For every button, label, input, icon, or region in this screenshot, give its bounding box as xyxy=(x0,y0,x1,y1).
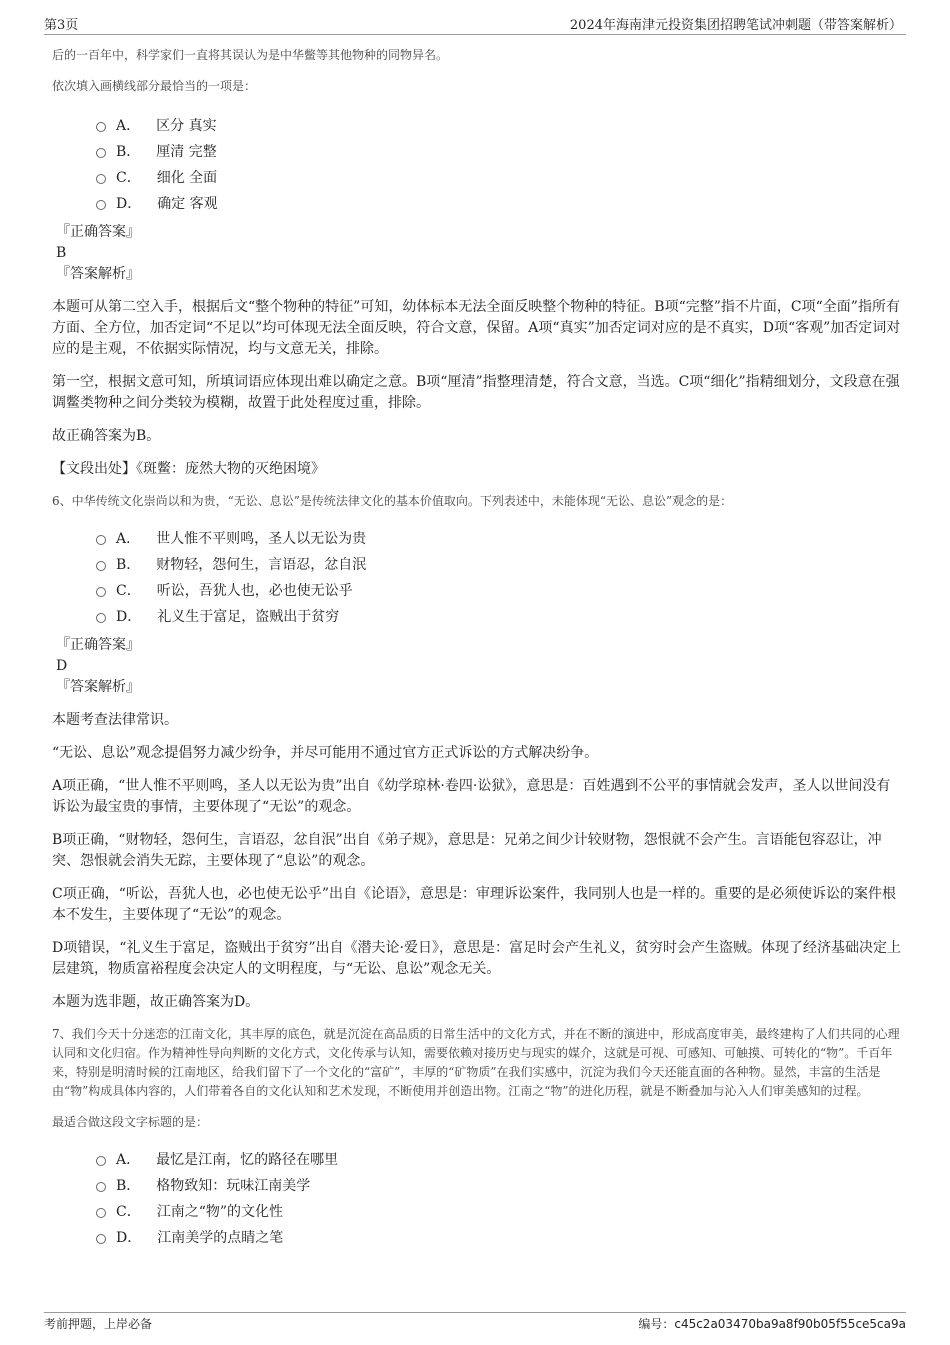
q5-analysis-heading: 『答案解析』 xyxy=(56,266,140,282)
radio-button[interactable] xyxy=(96,561,106,571)
option-label: D． xyxy=(116,609,142,625)
q5-answer: B xyxy=(56,245,67,261)
q5-source: 【文段出处】《斑鳖：庞然大物的灭绝困境》 xyxy=(52,461,325,477)
radio-button[interactable] xyxy=(96,1208,106,1218)
q6-analysis-1: 本题考查法律常识。 xyxy=(52,712,178,728)
q5-option-a[interactable] xyxy=(52,112,902,138)
q7-option-b[interactable] xyxy=(52,1172,902,1198)
option-label: C． xyxy=(116,1204,141,1220)
q6-analysis-5: C项正确，“听讼，吾犹人也，必也使无讼乎”出自《论语》，意思是：审理诉讼案件，我同别人也是一样的。重要的是必须使诉讼的案件根本不发生，主要体现了“无讼”的观念。 xyxy=(52,886,897,923)
option-label: C． xyxy=(116,583,141,599)
q5-analysis-2: 第一空，根据文意可知，所填词语应体现出难以确定之意。B项“厘清”指整理清楚，符合文意，当选。C项“细化”指精细划分，文段意在强调鳖类物种之间分类较为模糊，故置于此处程度过重，排除。 xyxy=(52,374,900,411)
q6-analysis-2: “无讼、息讼”观念提倡努力减少纷争，并尽可能用不通过官方正式诉讼的方式解决纷争。 xyxy=(52,745,599,761)
q6-option-c[interactable] xyxy=(52,577,902,603)
option-label: A． xyxy=(116,118,141,134)
q5-analysis-1: 本题可从第二空入手，根据后文“整个物种的特征”可知，幼体标本无法全面反映整个物种的特征。B项“完整”指不片面，C项“全面”指所有方面、全方位，加否定词“不足以”均可体现无法全面反映，符合文意，保留。A项“真实”加否定词对应的是不真实，D项“客观”加否定词对应的是主观，不依据实际情况，均与文意无关，排除。 xyxy=(52,299,901,357)
option-text: 江南美学的点睛之笔 xyxy=(157,1230,284,1246)
page-number: 第3页 xyxy=(44,18,79,33)
q5-options xyxy=(52,112,902,216)
page-header xyxy=(44,14,906,35)
q6-stem: 6、中华传统文化崇尚以和为贵，“无讼、息讼”是传统法律文化的基本价值取向。下列表述中，未能体现“无讼、息讼”观念的是： xyxy=(52,494,733,508)
radio-button[interactable] xyxy=(96,1182,106,1192)
q5-option-b[interactable] xyxy=(52,138,902,164)
q6-analysis-6: D项错误，“礼义生于富足，盗贼出于贫穷”出自《潜夫论·爱日》，意思是：富足时会产生礼义，贫穷时会产生盗贼。体现了经济基础决定上层建筑，物质富裕程度会决定人的文明程度，与“无讼、息讼”观念无关。 xyxy=(52,940,901,977)
q5-answer-heading: 『正确答案』 xyxy=(56,224,140,240)
q5-prompt: 依次填入画横线部分最恰当的一项是： xyxy=(52,79,257,93)
option-text: 确定 客观 xyxy=(157,196,218,212)
radio-button[interactable] xyxy=(96,200,106,210)
footer-slogan: 考前押题，上岸必备 xyxy=(44,1317,153,1331)
option-label: B． xyxy=(116,144,141,160)
q7-option-d[interactable] xyxy=(52,1224,902,1250)
option-text: 世人惟不平则鸣，圣人以无讼为贵 xyxy=(156,531,367,547)
q6-answer: D xyxy=(56,658,68,674)
option-label: B． xyxy=(116,557,141,573)
q6-option-a[interactable] xyxy=(52,525,902,551)
q6-answer-heading: 『正确答案』 xyxy=(56,637,140,653)
radio-button[interactable] xyxy=(96,122,106,132)
q5-analysis-3: 故正确答案为B。 xyxy=(52,428,161,444)
q6-analysis-heading: 『答案解析』 xyxy=(56,679,140,695)
q7-options xyxy=(52,1146,902,1250)
option-text: 细化 全面 xyxy=(156,170,218,186)
page-footer xyxy=(44,1312,906,1332)
option-label: B． xyxy=(116,1178,141,1194)
radio-button[interactable] xyxy=(96,148,106,158)
q7-prompt: 最适合做这段文字标题的是： xyxy=(52,1115,209,1129)
q6-option-d[interactable] xyxy=(52,603,902,629)
radio-button[interactable] xyxy=(96,613,106,623)
option-text: 江南之“物”的文化性 xyxy=(156,1204,284,1220)
q6-analysis-4: B项正确，“财物轻，怨何生，言语忍，忿自泯”出自《弟子规》，意思是：兄弟之间少计较财物，怨恨就不会产生。言语能包容忍让，冲突、怨恨就会消失无踪，主要体现了“息讼”的观念。 xyxy=(52,832,882,869)
q6-analysis-3: A项正确，“世人惟不平则鸣，圣人以无讼为贵”出自《幼学琼林·卷四·讼狱》，意思是：百姓遇到不公平的事情就会发声，圣人以世间没有诉讼为最宝贵的事情，主要体现了“无讼”的观念。 xyxy=(52,778,891,815)
option-text: 格物致知：玩味江南美学 xyxy=(156,1178,311,1194)
q5-stem-tail: 后的一百年中，科学家们一直将其误认为是中华鳖等其他物种的同物异名。 xyxy=(52,48,449,62)
document-id: 编号：c45c2a03470ba9a8f90b05f55ce5ca9a xyxy=(638,1317,906,1331)
radio-button[interactable] xyxy=(96,174,106,184)
radio-button[interactable] xyxy=(96,1234,106,1244)
page-content xyxy=(52,46,902,1250)
radio-button[interactable] xyxy=(96,535,106,545)
option-text: 最忆是江南，忆的路径在哪里 xyxy=(156,1152,339,1168)
option-text: 礼义生于富足，盗贼出于贫穷 xyxy=(157,609,340,625)
option-text: 区分 真实 xyxy=(156,118,217,134)
option-label: D． xyxy=(116,1230,142,1246)
q7-option-c[interactable] xyxy=(52,1198,902,1224)
document-title: 2024年海南津元投资集团招聘笔试冲刺题（带答案解析） xyxy=(569,18,902,33)
q7-stem: 7、我们今天十分迷恋的江南文化，其丰厚的底色，就是沉淀在高品质的日常生活中的文化方式，并在不断的演进中，形成高度审美，最终建构了人们共同的心理认同和文化归宿。作为精神性导向判断的文化方式，文化传承与认知，需要依赖对接历史与现实的媒介，这就是可视、可感知、可触摸、可转化的“物”。千百年来，特别是明清时候的江南地区，给我们留下了一个文化的“富矿”，丰厚的“矿物质”在我们实感中，沉淀为我们今天还能直面的各种物。显然，丰富的生活是由“物”构成具体内容的，人们带着各自的文化认知和艺术发现，不断使用并创造出物。江南之“物”的进化历程，就是不断叠加与沁入人们审美感知的过程。 xyxy=(52,1027,900,1098)
q6-option-b[interactable] xyxy=(52,551,902,577)
q6-options xyxy=(52,525,902,629)
option-label: D． xyxy=(116,196,142,212)
option-text: 厘清 完整 xyxy=(156,144,217,160)
option-text: 财物轻，怨何生，言语忍，忿自泯 xyxy=(156,557,367,573)
q5-option-d[interactable] xyxy=(52,190,902,216)
radio-button[interactable] xyxy=(96,1156,106,1166)
q6-analysis-7: 本题为选非题，故正确答案为D。 xyxy=(52,994,260,1010)
option-text: 听讼，吾犹人也，必也使无讼乎 xyxy=(156,583,353,599)
q5-option-c[interactable] xyxy=(52,164,902,190)
option-label: C． xyxy=(116,170,141,186)
q7-option-a[interactable] xyxy=(52,1146,902,1172)
option-label: A． xyxy=(116,531,141,547)
option-label: A． xyxy=(116,1152,141,1168)
radio-button[interactable] xyxy=(96,587,106,597)
